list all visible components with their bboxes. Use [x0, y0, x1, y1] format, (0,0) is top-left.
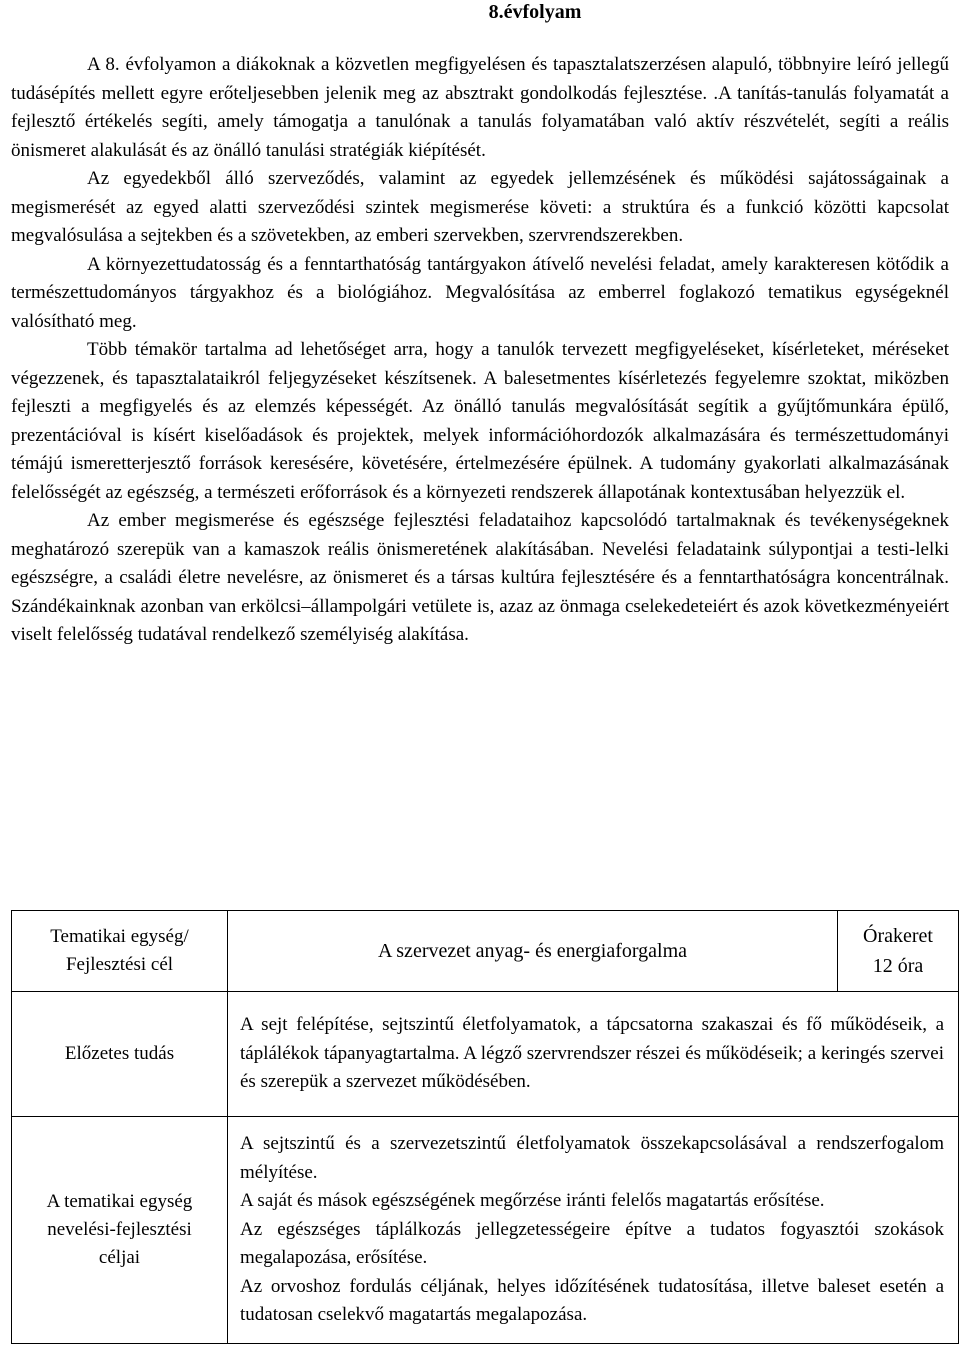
unit-label-line1: Tematikai egység/ [50, 926, 189, 947]
paragraph-5: Az ember megismerése és egészsége fejlesztési feladataihoz kapcsolódó tartalmaknak és tevékenységeknek meghatározó szerepük van a kamaszok reális önismeretének alakításában. Nevelési feladataink súlypontjai a testi-lelki egészségre, a családi életre nevelésre, az önismeret és a társas kultúra fejlesztésére és a fenntarthatóságra koncentrálnak. Szándékainknak azonban van erkölcsi–állampolgári vetülete is, azaz az önmaga cselekedeteiért és azok következményeiért viselt felelősség tudatával rendelkező személyiség alakítása. [11, 510, 949, 645]
prior-knowledge-label: Előzetes tudás [12, 992, 228, 1117]
goals-label-line1: A tematikai egység [46, 1191, 193, 1212]
unit-label-line2: Fejlesztési cél [65, 954, 174, 975]
paragraph-4: Több témakör tartalma ad lehetőséget arra, hogy a tanulók tervezett megfigyeléseket, kísérleteket, méréseket végezzenek, és tapasztalataikról feljegyzéseket készítsenek. A balesetmentes kísérletezés fegyelemre szoktat, miközben fejleszti a megfigyelés és az elemzés képességét. Az önálló tanulás megvalósítását segítik a gyűjtőmunkára épülő, prezentációval is kísért kiselőadások és projektek, melyek információhordozók alkalmazására és természettudományi témájú ismeretterjesztő források keresésére, követésére, értelmezésére épülnek. A tudomány gyakorlati alkalmazásának felelősségét az egészség, a természeti erőforrások és a környezeti rendszerek állapotának kontextusában helyezzük el. [11, 339, 949, 503]
paragraph-2: Az egyedekből álló szerveződés, valamint az egyedek jellemzésének és működési sajátosságainak a megismerését az egyed alatti szerveződési szintek megismerése követi: a struktúra és a funkció közötti kapcsolat megvalósulása a sejtekben és a szövetekben, az emberi szervekben, szervrendszerekben. [11, 168, 949, 246]
prior-knowledge-paragraph: A sejt felépítése, sejtszintű életfolyamatok, a tápcsatorna szakaszai és fő működéseik, a táplálékok tápanyagtartalma. A légző szervrendszer részei és működéseik; a keringés szervei és szerepük a szervezet működésében. [240, 1014, 944, 1093]
intro-text [11, 51, 949, 650]
unit-label-cell [12, 911, 228, 992]
paragraph-1: A 8. évfolyamon a diákoknak a közvetlen megfigyelésen és tapasztalatszerzésen alapuló, többnyire leíró jellegű tudásépítés mellett egyre erőteljesebben jelenik meg az absztrakt gondolkodás fejlesztése. .A tanítás-tanulás folyamatát a fejlesztő értékelés segíti, amely támogatja a tanulónak a tanulás folyamatában való aktív részvételét, segíti a reális önismeret alakulását és az önálló tanulási stratégiák kiépítését. [11, 54, 949, 161]
time-budget-cell [838, 911, 959, 992]
time-budget-label: Órakeret [863, 925, 933, 947]
paragraph-3: A környezettudatosság és a fenntarthatóság tantárgyakon átívelő nevelési feladat, amely karakteresen kötődik a természettudományos tárgyakhoz és a biológiához. Megvalósítása az emberrel foglakozó tematikus egységeknél valósítható meg. [11, 253, 949, 332]
prior-knowledge-text [228, 992, 959, 1117]
goals-content [228, 1117, 959, 1344]
goals-label-line2: nevelési-fejlesztési [47, 1219, 192, 1240]
time-budget-value: 12 óra [872, 955, 924, 977]
thematic-unit-table [11, 910, 959, 1344]
document-page [11, 0, 949, 650]
goal-item: A saját és mások egészségének megőrzése iránti felelős magatartás erősítése. [240, 1190, 825, 1212]
goals-label-line3: céljai [98, 1247, 141, 1268]
unit-title: A szervezet anyag- és energiaforgalma [228, 911, 838, 992]
goal-item: Az egészséges táplálkozás jellegzetességeire építve a tudatos fogyasztói szokások megalapozása, erősítése. [240, 1218, 944, 1269]
goal-item: Az orvoshoz fordulás céljának, helyes időzítésének tudatosítása, illetve baleset esetén a tudatosan cselekvő magatartás megalapozása. [240, 1275, 944, 1326]
table-header-row [12, 911, 959, 992]
prior-knowledge-row [12, 992, 959, 1117]
goals-label-cell [12, 1117, 228, 1344]
goals-row [12, 1117, 959, 1344]
goal-item: A sejtszintű és a szervezetszintű életfolyamatok összekapcsolásával a rendszerfogalom mélyítése. [240, 1133, 944, 1183]
page-title: 8.évfolyam [488, 1, 582, 23]
